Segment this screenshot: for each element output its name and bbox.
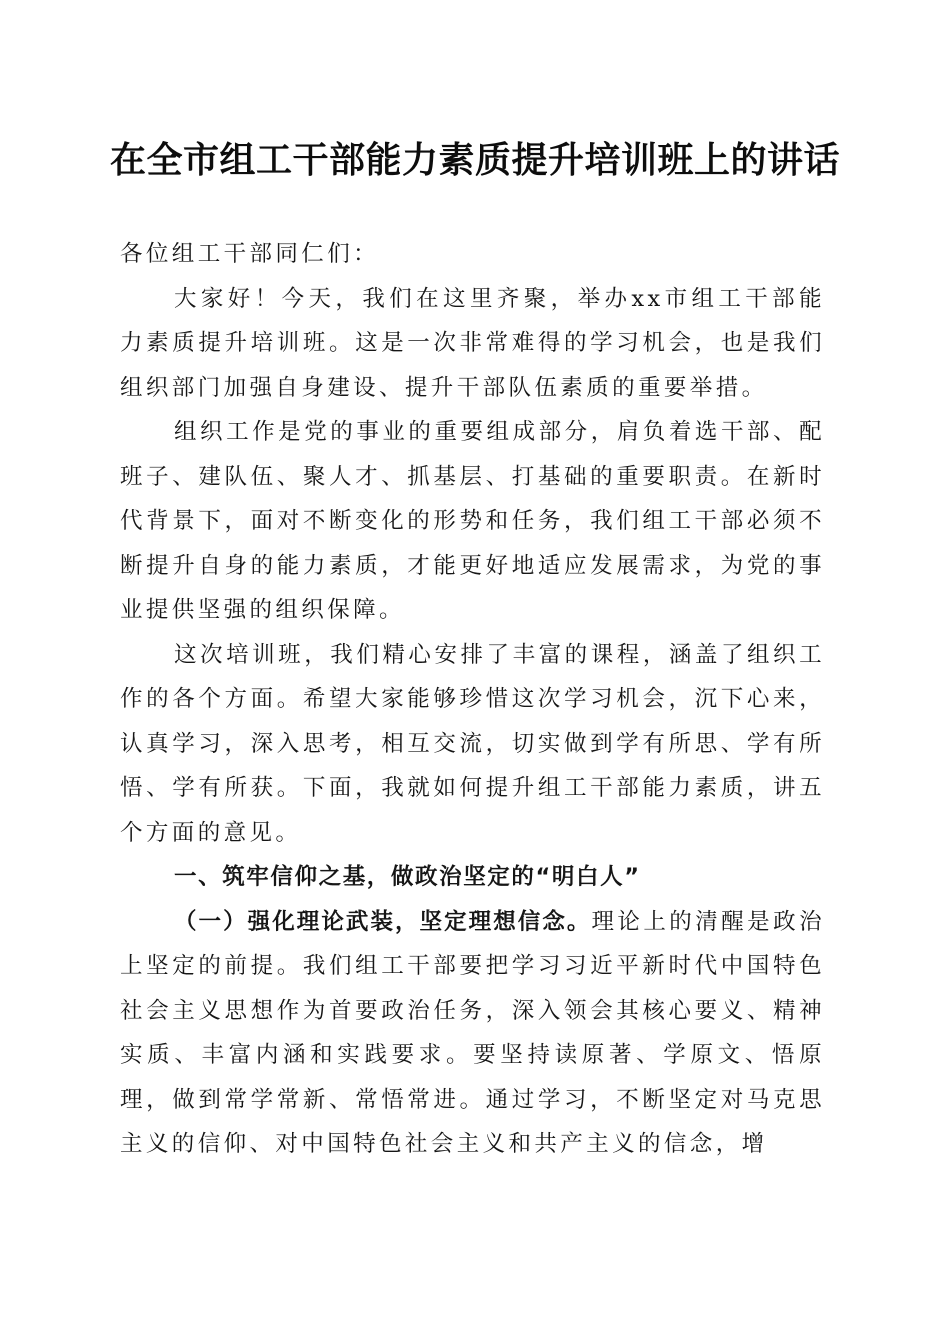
salutation: 各位组工干部同仁们：: [120, 241, 380, 267]
section-heading-1: 一、筑牢信仰之基，做政治坚定的“明白人”: [174, 864, 641, 890]
document-title: 在全市组工干部能力素质提升培训班上的讲话: [109, 139, 840, 181]
document-body: [120, 232, 825, 1167]
paragraph-3: 这次培训班，我们精心安排了丰富的课程，涵盖了组织工作的各个方面。希望大家能够珍惜这次学习机会，沉下心来，认真学习，深入思考，相互交流，切实做到学有所思、学有所悟、学有所获。下面，我就如何提升组工干部能力素质，讲五个方面的意见。: [120, 641, 825, 846]
paragraph-2: 组织工作是党的事业的重要组成部分，肩负着选干部、配班子、建队伍、聚人才、抓基层、打基础的重要职责。在新时代背景下，面对不断变化的形势和任务，我们组工干部必须不断提升自身的能力素质，才能更好地适应发展需求，为党的事业提供坚强的组织保障。: [120, 419, 825, 623]
sub-heading-1-1-text: 理论上的清醒是政治上坚定的前提。我们组工干部要把学习习近平新时代中国特色社会主义思想作为首要政治任务，深入领会其核心要义、精神实质、丰富内涵和实践要求。要坚持读原著、学原文、悟原理，做到常学常新、常悟常进。通过学习，不断坚定对马克思主义的信仰、对中国特色社会主义和共产主义的信念，增: [120, 908, 825, 1157]
paragraph-1: 大家好！今天，我们在这里齐聚，举办xx市组工干部能力素质提升培训班。这是一次非常难得的学习机会，也是我们组织部门加强自身建设、提升干部队伍素质的重要举措。: [120, 285, 825, 401]
sub-heading-1-1: （一）强化理论武装，坚定理想信念。: [174, 908, 592, 935]
paragraph-section-1-1: [120, 900, 825, 1167]
